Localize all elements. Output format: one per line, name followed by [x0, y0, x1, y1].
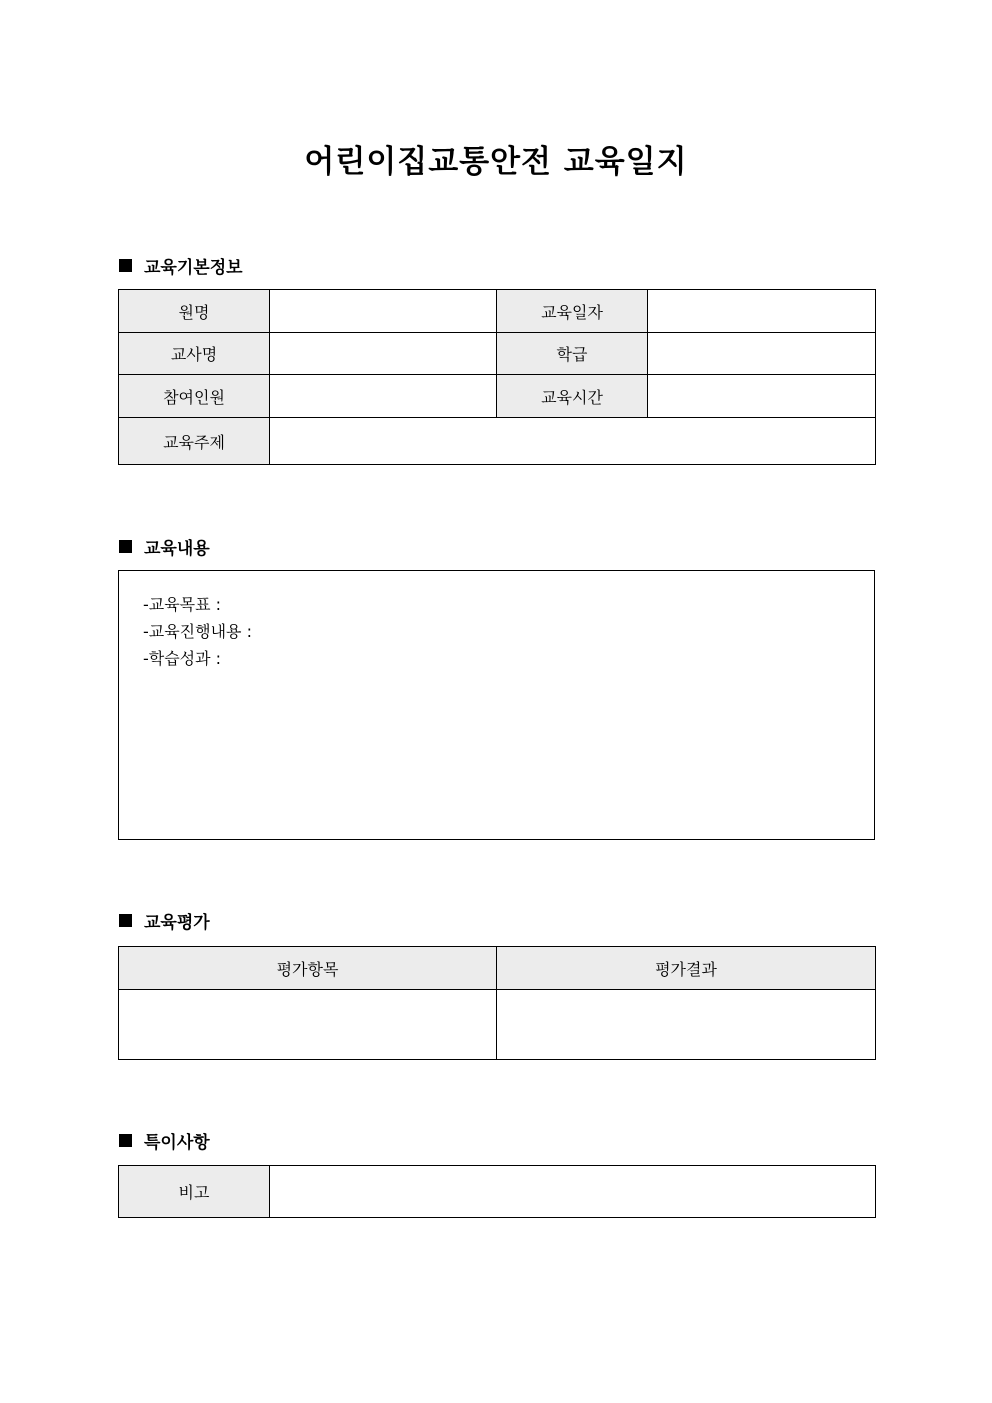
page-title: 어린이집교통안전 교육일지	[304, 144, 688, 180]
education-time-field[interactable]	[648, 375, 876, 418]
remarks-table	[118, 1165, 876, 1218]
section-heading-label: 교육평가	[144, 912, 210, 933]
label-education-topic: 교육주제	[119, 418, 270, 465]
column-header-eval-result: 평가결과	[497, 947, 876, 990]
label-remarks: 비고	[119, 1166, 270, 1218]
eval-result-field[interactable]	[497, 990, 876, 1060]
center-name-field[interactable]	[270, 290, 497, 333]
label-class: 학급	[497, 333, 648, 375]
content-line-progress: -교육진행내용 :	[143, 622, 252, 641]
section-heading-remarks	[119, 1128, 210, 1152]
basic-info-table	[118, 289, 876, 465]
square-bullet-icon	[119, 1134, 132, 1147]
table-row	[119, 990, 876, 1060]
evaluation-table	[118, 946, 876, 1060]
content-line-objective: -교육목표 :	[143, 595, 222, 614]
label-participants: 참여인원	[119, 375, 270, 418]
content-lines	[143, 591, 252, 672]
table-row	[119, 333, 876, 375]
square-bullet-icon	[119, 540, 132, 553]
table-row	[119, 375, 876, 418]
label-teacher-name: 교사명	[119, 333, 270, 375]
table-header-row	[119, 947, 876, 990]
section-heading-basic-info	[119, 253, 243, 277]
education-content-box[interactable]	[118, 570, 875, 840]
section-heading-label: 교육기본정보	[144, 257, 243, 278]
label-center-name: 원명	[119, 290, 270, 333]
square-bullet-icon	[119, 259, 132, 272]
column-header-eval-item: 평가항목	[119, 947, 497, 990]
section-heading-evaluation	[119, 908, 210, 932]
table-row	[119, 1166, 876, 1218]
table-row	[119, 418, 876, 465]
education-topic-field[interactable]	[270, 418, 876, 465]
eval-item-field[interactable]	[119, 990, 497, 1060]
teacher-name-field[interactable]	[270, 333, 497, 375]
participants-field[interactable]	[270, 375, 497, 418]
section-heading-content	[119, 534, 210, 558]
remarks-field[interactable]	[270, 1166, 876, 1218]
table-row	[119, 290, 876, 333]
square-bullet-icon	[119, 914, 132, 927]
class-field[interactable]	[648, 333, 876, 375]
label-education-time: 교육시간	[497, 375, 648, 418]
content-line-outcome: -학습성과 :	[143, 649, 222, 668]
label-education-date: 교육일자	[497, 290, 648, 333]
section-heading-label: 교육내용	[144, 538, 210, 559]
section-heading-label: 특이사항	[144, 1132, 210, 1153]
education-date-field[interactable]	[648, 290, 876, 333]
